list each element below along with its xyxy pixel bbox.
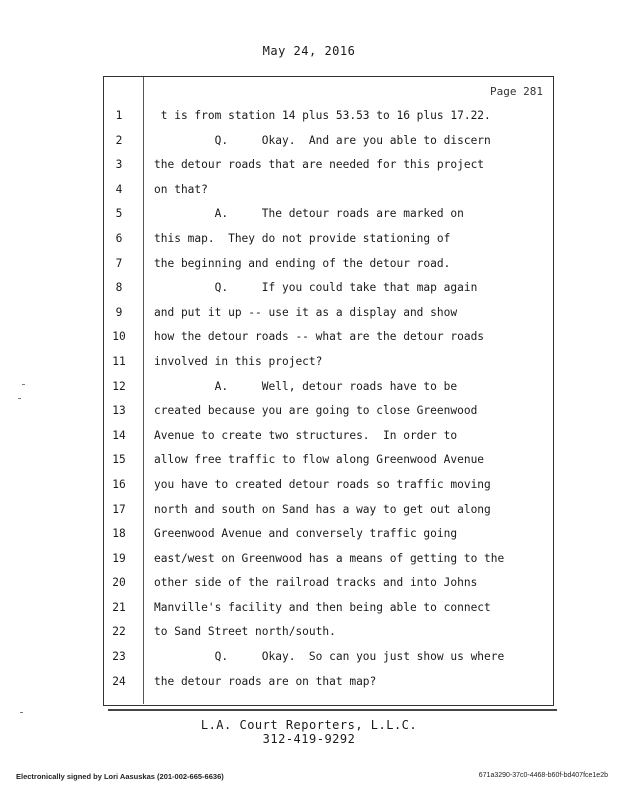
line-number: 1 xyxy=(115,109,123,122)
line-text: Avenue to create two structures. In order to xyxy=(154,428,458,442)
line-text: Greenwood Avenue and conversely traffic going xyxy=(154,527,458,541)
line-text: Q. If you could take that map again xyxy=(154,281,478,295)
line-number: 5 xyxy=(115,207,123,221)
line-text: you have to created detour roads so traffic moving xyxy=(154,477,491,491)
transcript-line xyxy=(103,350,552,375)
transcript-line xyxy=(103,448,552,473)
line-text: the detour roads that are needed for this project xyxy=(154,158,485,172)
line-text: t is from station 14 plus 53.53 to 16 plus 17.22. xyxy=(154,109,491,122)
line-number: 12 xyxy=(112,379,126,393)
line-text: how the detour roads -- what are the detour roads xyxy=(154,330,485,344)
line-number: 6 xyxy=(115,231,123,245)
line-number: 10 xyxy=(112,330,126,344)
scan-speck xyxy=(22,384,25,385)
line-number: 17 xyxy=(112,502,126,516)
scan-speck xyxy=(20,712,23,713)
line-number: 2 xyxy=(115,133,123,147)
line-number: 18 xyxy=(112,527,126,541)
transcript-line xyxy=(103,276,552,301)
transcript-line xyxy=(103,301,552,326)
page-number: Page 281 xyxy=(490,85,543,98)
line-number: 11 xyxy=(112,354,126,368)
line-text: Manville's facility and then being able to connect xyxy=(154,600,491,614)
line-number: 23 xyxy=(112,650,126,664)
line-number: 9 xyxy=(115,305,123,319)
line-text: the beginning and ending of the detour road. xyxy=(154,256,451,270)
line-number: 3 xyxy=(115,158,123,172)
transcript-line xyxy=(103,547,552,572)
transcript-line xyxy=(103,498,552,523)
scan-speck xyxy=(18,398,21,399)
line-number: 22 xyxy=(112,625,126,639)
transcript-line xyxy=(103,227,552,252)
line-text: Q. Okay. So can you just show us where xyxy=(154,650,505,664)
transcript-line xyxy=(103,596,552,621)
line-number: 4 xyxy=(115,182,123,196)
court-reporter-phone: 312-419-9292 xyxy=(262,732,356,746)
transcript-line xyxy=(103,129,552,154)
line-number: 19 xyxy=(112,551,126,565)
transcript-line xyxy=(103,375,552,400)
line-text: involved in this project? xyxy=(154,354,323,368)
document-hash: 671a3290-37c0-4468-b60f-bd407fce1e2b xyxy=(478,772,608,779)
line-text: other side of the railroad tracks and into Johns xyxy=(154,576,478,590)
line-number: 8 xyxy=(115,281,123,295)
court-reporter-name: L.A. Court Reporters, L.L.C. xyxy=(200,718,418,732)
transcript-line xyxy=(103,670,552,695)
line-text: the detour roads are on that map? xyxy=(154,674,377,688)
transcript-line xyxy=(103,473,552,498)
line-text: on that? xyxy=(154,182,208,196)
transcript-line xyxy=(103,153,552,178)
line-text: east/west on Greenwood has a means of getting to the xyxy=(154,551,505,565)
line-number: 16 xyxy=(112,477,126,491)
transcript-line xyxy=(103,571,552,596)
transcript-line xyxy=(103,252,552,277)
line-text: created because you are going to close Greenwood xyxy=(154,404,478,418)
footer xyxy=(0,718,618,746)
line-text: and put it up -- use it as a display and show xyxy=(154,305,458,319)
line-number: 20 xyxy=(112,576,126,590)
transcript-line xyxy=(103,202,552,227)
transcript-line xyxy=(103,522,552,547)
line-text: allow free traffic to flow along Greenwood Avenue xyxy=(154,453,485,467)
line-number: 15 xyxy=(112,453,126,467)
transcript-line xyxy=(103,645,552,670)
line-number: 21 xyxy=(112,600,126,614)
transcript-line xyxy=(103,399,552,424)
line-number: 14 xyxy=(112,428,126,442)
transcript-line xyxy=(103,325,552,350)
line-text: this map. They do not provide stationing of xyxy=(154,231,451,245)
transcript-line xyxy=(103,178,552,203)
line-number: 24 xyxy=(112,674,126,688)
transcript-lines xyxy=(103,104,552,694)
transcript-line xyxy=(103,104,552,129)
line-number: 7 xyxy=(115,256,123,270)
line-text: Q. Okay. And are you able to discern xyxy=(154,133,491,147)
transcript-line xyxy=(103,620,552,645)
line-text: north and south on Sand has a way to get out along xyxy=(154,502,491,516)
transcript-line xyxy=(103,424,552,449)
line-text: to Sand Street north/south. xyxy=(154,625,336,639)
e-signature-note: Electronically signed by Lori Aasuskas (201-002-665-6636) xyxy=(16,772,224,781)
line-text: A. The detour roads are marked on xyxy=(154,207,464,221)
line-text: A. Well, detour roads have to be xyxy=(154,379,458,393)
line-number: 13 xyxy=(112,404,126,418)
transcript-date: May 24, 2016 xyxy=(262,44,356,58)
